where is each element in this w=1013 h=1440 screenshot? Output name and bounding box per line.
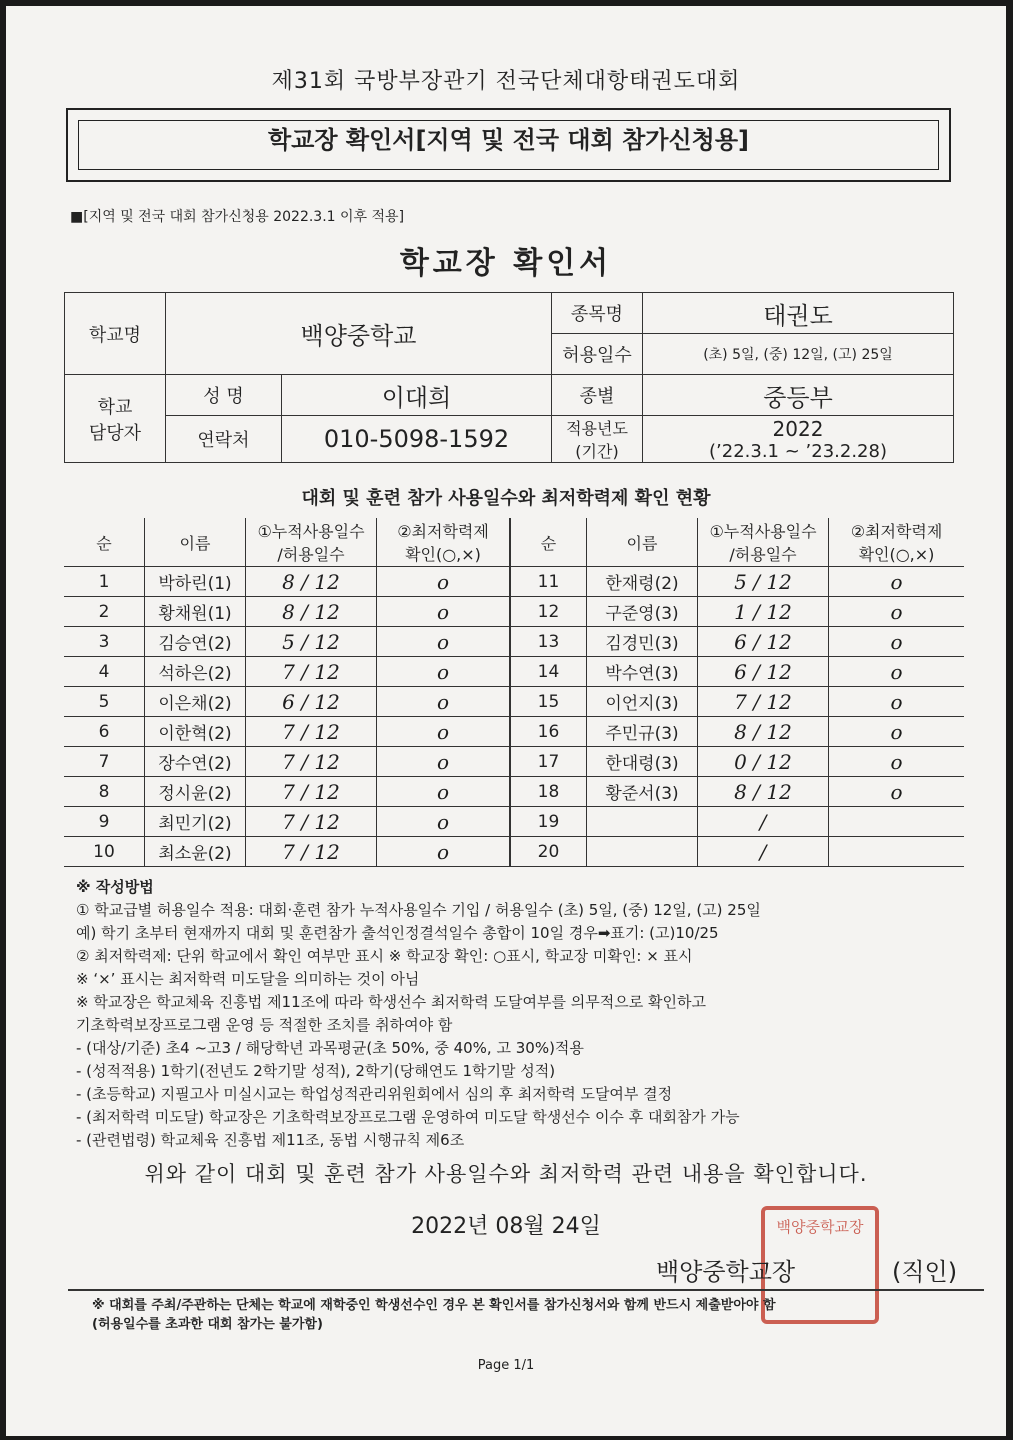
header-confirm: ②최저학력제 확인(○,×) bbox=[829, 518, 965, 567]
min-grade-check: o bbox=[829, 627, 965, 657]
days-used: 5 / 12 bbox=[246, 627, 377, 657]
min-grade-check: o bbox=[377, 687, 510, 717]
days-used: 6 / 12 bbox=[246, 687, 377, 717]
form-subtitle: ■[지역 및 전국 대회 참가신청용 2022.3.1 이후 적용] bbox=[70, 209, 405, 225]
student-name: 황준서(3) bbox=[587, 777, 698, 807]
note-line: ※ 작성방법 bbox=[76, 878, 154, 896]
table-row bbox=[64, 777, 509, 807]
student-name: 최민기(2) bbox=[145, 807, 246, 837]
row-number: 4 bbox=[64, 657, 145, 687]
student-name: 석하은(2) bbox=[145, 657, 246, 687]
table-row bbox=[510, 567, 964, 597]
min-grade-check: o bbox=[377, 807, 510, 837]
table-row bbox=[510, 717, 964, 747]
min-grade-check bbox=[829, 807, 965, 837]
period-year: 2022 bbox=[772, 416, 824, 441]
table-row bbox=[64, 717, 509, 747]
min-grade-check: o bbox=[829, 777, 965, 807]
table-row bbox=[510, 747, 964, 777]
header-no: 순 bbox=[64, 518, 145, 567]
days-used: 7 / 12 bbox=[246, 837, 377, 867]
days-used: 7 / 12 bbox=[246, 657, 377, 687]
min-grade-check: o bbox=[377, 627, 510, 657]
manager-label: 학교 담당자 bbox=[65, 375, 166, 463]
days-used: 0 / 12 bbox=[698, 747, 829, 777]
footnote-line: (허용일수를 초과한 대회 참가는 불가함) bbox=[92, 1317, 323, 1332]
student-name: 구준영(3) bbox=[587, 597, 698, 627]
days-used: 6 / 12 bbox=[698, 627, 829, 657]
days-used: 1 / 12 bbox=[698, 597, 829, 627]
days-used: 7 / 12 bbox=[698, 687, 829, 717]
min-grade-check: o bbox=[829, 687, 965, 717]
row-number: 3 bbox=[64, 627, 145, 657]
note-line: 기초학력보장프로그램 운영 등 적절한 조치를 취하여야 함 bbox=[76, 1016, 453, 1034]
seal-label: (직인) bbox=[892, 1258, 958, 1286]
min-grade-check: o bbox=[829, 567, 965, 597]
min-grade-check: o bbox=[377, 657, 510, 687]
sport-value: 태권도 bbox=[643, 293, 954, 334]
student-name: 박하린(1) bbox=[145, 567, 246, 597]
student-name: 한대령(3) bbox=[587, 747, 698, 777]
writing-instructions bbox=[76, 876, 966, 1152]
name-label: 성 명 bbox=[166, 375, 282, 416]
row-number: 17 bbox=[510, 747, 587, 777]
student-name: 최소윤(2) bbox=[145, 837, 246, 867]
page-number: Page 1/1 bbox=[477, 1358, 535, 1373]
note-line: ※ 학교장은 학교체육 진흥법 제11조에 따라 학생선수 최저학력 도달여부를 의무적으로 확인하고 bbox=[76, 993, 706, 1011]
row-number: 16 bbox=[510, 717, 587, 747]
roster-table-right bbox=[509, 518, 964, 867]
table-row bbox=[510, 657, 964, 687]
table-row bbox=[64, 597, 509, 627]
min-grade-check bbox=[829, 837, 965, 867]
min-grade-check: o bbox=[377, 837, 510, 867]
period-label: 적용년도 (기간) bbox=[552, 416, 643, 463]
allowed-label: 허용일수 bbox=[552, 334, 643, 375]
header-name: 이름 bbox=[145, 518, 246, 567]
note-line: ② 최저학력제: 단위 학교에서 확인 여부만 표시 ※ 학교장 확인: ○표시, 학교장 미확인: × 표시 bbox=[76, 947, 693, 965]
days-used: 8 / 12 bbox=[698, 777, 829, 807]
days-used: 8 / 12 bbox=[246, 597, 377, 627]
category-value: 중등부 bbox=[643, 375, 954, 416]
note-line: - (대상/기준) 초4 ~고3 / 해당학년 과목평균(초 50%, 중 40%, 고 30%)적용 bbox=[76, 1039, 584, 1057]
row-number: 10 bbox=[64, 837, 145, 867]
school-value: 백양중학교 bbox=[166, 293, 552, 375]
sport-label: 종목명 bbox=[552, 293, 643, 334]
days-used: 6 / 12 bbox=[698, 657, 829, 687]
row-number: 1 bbox=[64, 567, 145, 597]
student-name bbox=[587, 837, 698, 867]
issue-date: 2022년 08월 24일 bbox=[411, 1214, 601, 1239]
days-used: 7 / 12 bbox=[246, 807, 377, 837]
roster-table-left bbox=[64, 518, 509, 867]
table-row bbox=[510, 837, 964, 867]
table-row bbox=[64, 807, 509, 837]
contact-label: 연락처 bbox=[166, 416, 282, 463]
student-name bbox=[587, 807, 698, 837]
days-used: 5 / 12 bbox=[698, 567, 829, 597]
min-grade-check: o bbox=[377, 747, 510, 777]
student-name: 이언지(3) bbox=[587, 687, 698, 717]
student-name: 김승연(2) bbox=[145, 627, 246, 657]
days-used: 7 / 12 bbox=[246, 777, 377, 807]
row-number: 11 bbox=[510, 567, 587, 597]
note-line: ※ ‘×’ 표시는 최저학력 미도달을 의미하는 것이 아님 bbox=[76, 970, 420, 988]
school-label: 학교명 bbox=[65, 293, 166, 375]
document-page bbox=[6, 6, 1006, 1436]
note-line: - (관련법령) 학교체육 진흥법 제11조, 동법 시행규칙 제6조 bbox=[76, 1131, 465, 1149]
min-grade-check: o bbox=[829, 717, 965, 747]
contact-value: 010-5098-1592 bbox=[282, 416, 552, 463]
row-number: 20 bbox=[510, 837, 587, 867]
table-row bbox=[510, 627, 964, 657]
min-grade-check: o bbox=[829, 597, 965, 627]
days-used: 8 / 12 bbox=[246, 567, 377, 597]
student-name: 주민규(3) bbox=[587, 717, 698, 747]
confirmation-statement: 위와 같이 대회 및 훈련 참가 사용일수와 최저학력 관련 내용을 확인합니다. bbox=[144, 1162, 868, 1186]
row-number: 2 bbox=[64, 597, 145, 627]
name-value: 이대희 bbox=[282, 375, 552, 416]
student-name: 장수연(2) bbox=[145, 747, 246, 777]
footnote-line: ※ 대회를 주최/주관하는 단체는 학교에 재학중인 학생선수인 경우 본 확인서를 참가신청서와 함께 반드시 제출받아야 함 bbox=[92, 1298, 776, 1313]
section-title: 대회 및 훈련 참가 사용일수와 최저학력제 확인 현황 bbox=[301, 488, 711, 509]
row-number: 7 bbox=[64, 747, 145, 777]
table-row bbox=[64, 747, 509, 777]
header-no: 순 bbox=[510, 518, 587, 567]
header-days: ①누적사용일수 /허용일수 bbox=[246, 518, 377, 567]
student-name: 이한혁(2) bbox=[145, 717, 246, 747]
note-line: - (최저학력 미도달) 학교장은 기초학력보장프로그램 운영하여 미도달 학생선수 이수 후 대회참가 가능 bbox=[76, 1108, 740, 1126]
table-row bbox=[64, 687, 509, 717]
row-number: 8 bbox=[64, 777, 145, 807]
days-used: 7 / 12 bbox=[246, 717, 377, 747]
table-row bbox=[64, 627, 509, 657]
row-number: 14 bbox=[510, 657, 587, 687]
seal-text: 백양중학교장 bbox=[776, 1218, 864, 1236]
doc-title: 학교장 확인서 bbox=[399, 246, 613, 281]
student-name: 정시윤(2) bbox=[145, 777, 246, 807]
table-row bbox=[64, 657, 509, 687]
note-line: 예) 학기 초부터 현재까지 대회 및 훈련참가 출석인정결석일수 총합이 10일 경우➡표기: (고)10/25 bbox=[76, 924, 719, 942]
min-grade-check: o bbox=[829, 657, 965, 687]
info-table bbox=[64, 292, 954, 463]
student-name: 박수연(3) bbox=[587, 657, 698, 687]
form-title: 학교장 확인서[지역 및 전국 대회 참가신청용] bbox=[267, 126, 750, 154]
divider bbox=[68, 1289, 984, 1291]
min-grade-check: o bbox=[377, 567, 510, 597]
min-grade-check: o bbox=[829, 747, 965, 777]
days-used: / bbox=[698, 807, 829, 837]
header-name: 이름 bbox=[587, 518, 698, 567]
days-used: 8 / 12 bbox=[698, 717, 829, 747]
min-grade-check: o bbox=[377, 717, 510, 747]
table-row bbox=[64, 837, 509, 867]
period-range: (’22.3.1 ~ ’23.2.28) bbox=[709, 440, 887, 462]
row-number: 12 bbox=[510, 597, 587, 627]
row-number: 9 bbox=[64, 807, 145, 837]
table-row bbox=[510, 687, 964, 717]
note-line: - (성적적용) 1학기(전년도 2학기말 성적), 2학기(당해연도 1학기말 성적) bbox=[76, 1062, 556, 1080]
note-line: - (초등학교) 지필고사 미실시교는 학업성적관리위원회에서 심의 후 최저학력 도달여부 결정 bbox=[76, 1085, 673, 1103]
days-used: 7 / 12 bbox=[246, 747, 377, 777]
student-name: 이은채(2) bbox=[145, 687, 246, 717]
row-number: 19 bbox=[510, 807, 587, 837]
table-row bbox=[510, 777, 964, 807]
student-name: 황채원(1) bbox=[145, 597, 246, 627]
allowed-value: (초) 5일, (중) 12일, (고) 25일 bbox=[643, 334, 954, 375]
student-name: 김경민(3) bbox=[587, 627, 698, 657]
event-name: 제31회 국방부장관기 전국단체대항태권도대회 bbox=[271, 69, 741, 94]
category-label: 종별 bbox=[552, 375, 643, 416]
min-grade-check: o bbox=[377, 777, 510, 807]
period-value bbox=[643, 416, 954, 463]
row-number: 5 bbox=[64, 687, 145, 717]
principal-name: 백양중학교장 bbox=[656, 1258, 796, 1286]
form-title-box bbox=[66, 108, 951, 182]
header-days: ①누적사용일수 /허용일수 bbox=[698, 518, 829, 567]
row-number: 6 bbox=[64, 717, 145, 747]
note-line: ① 학교급별 허용일수 적용: 대회·훈련 참가 누적사용일수 기입 / 허용일수 (초) 5일, (중) 12일, (고) 25일 bbox=[76, 901, 761, 919]
header-confirm: ②최저학력제 확인(○,×) bbox=[377, 518, 510, 567]
roster-body-right bbox=[510, 567, 964, 867]
row-number: 15 bbox=[510, 687, 587, 717]
days-used: / bbox=[698, 837, 829, 867]
row-number: 13 bbox=[510, 627, 587, 657]
table-row bbox=[64, 567, 509, 597]
min-grade-check: o bbox=[377, 597, 510, 627]
roster-body-left bbox=[64, 567, 509, 867]
table-row bbox=[510, 597, 964, 627]
row-number: 18 bbox=[510, 777, 587, 807]
student-name: 한재령(2) bbox=[587, 567, 698, 597]
footnote bbox=[92, 1296, 992, 1334]
table-row bbox=[510, 807, 964, 837]
